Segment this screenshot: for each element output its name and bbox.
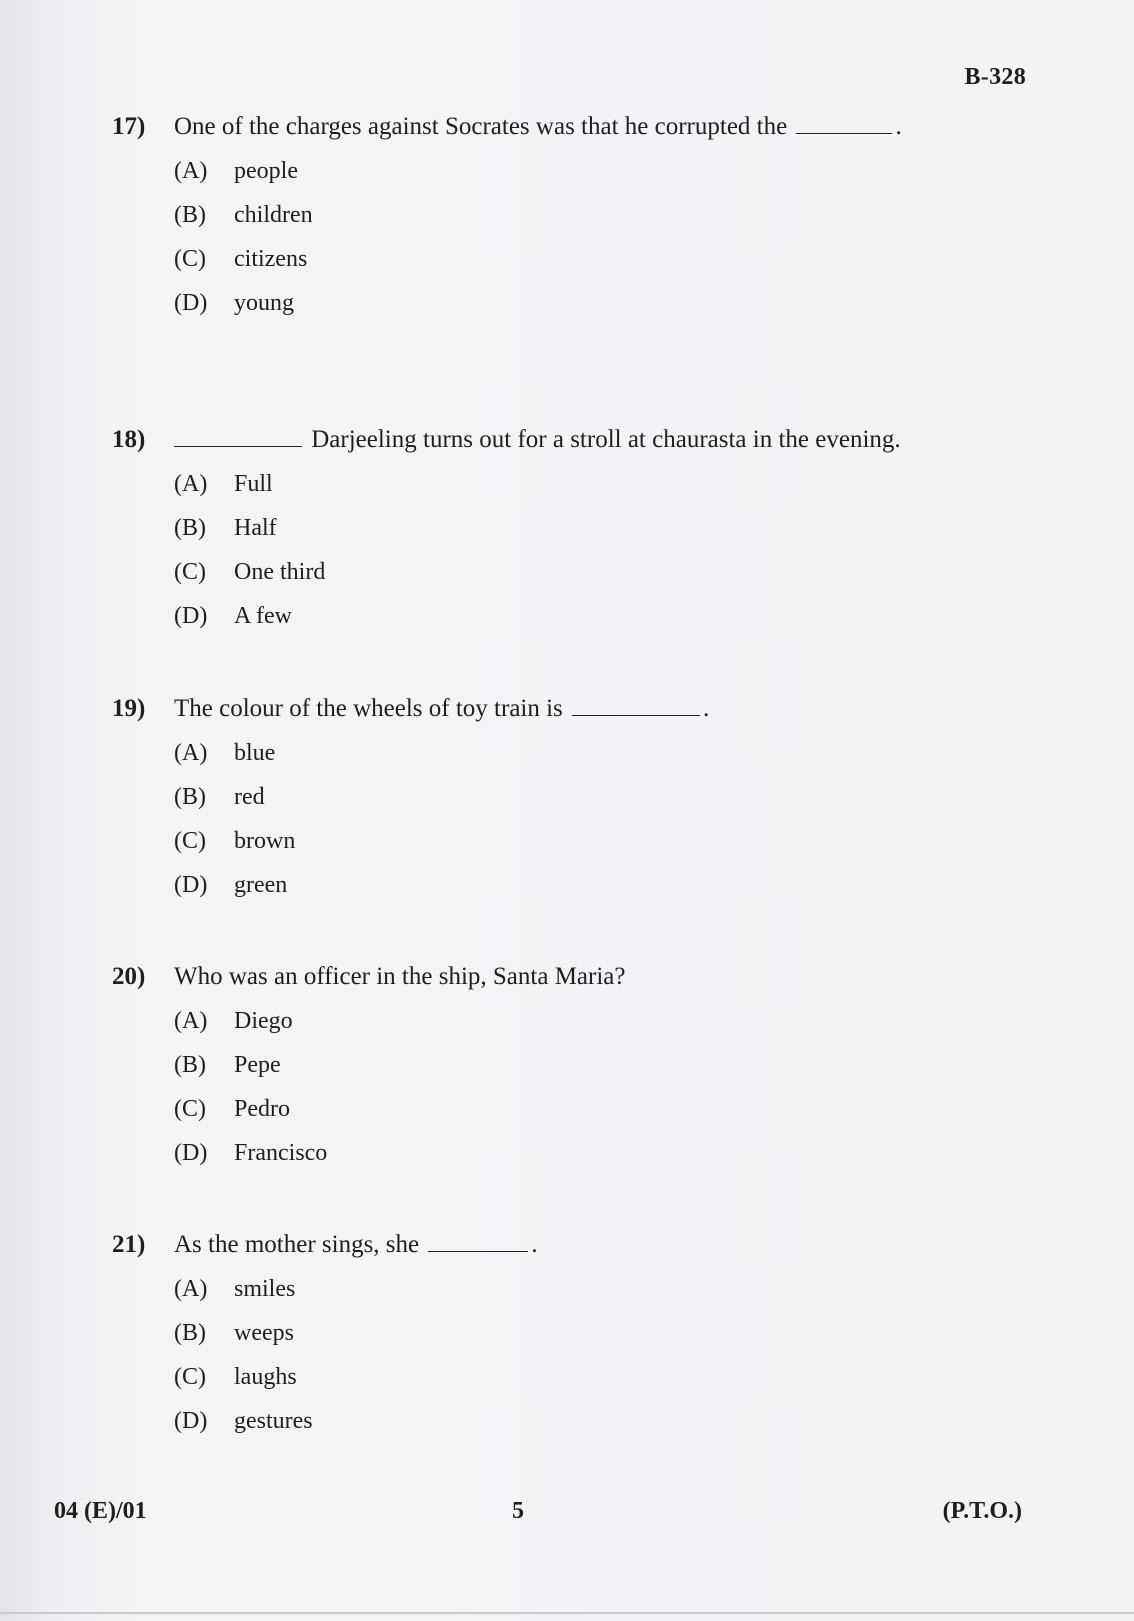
question-text [174, 692, 709, 726]
option-d [112, 599, 992, 633]
question-text-before: One of the charges against Socrates was that he corrupted the [174, 113, 788, 140]
option-a [112, 1004, 992, 1038]
question-20 [112, 960, 992, 1170]
question-text-before: Who was an officer in the ship, Santa Maria? [174, 963, 626, 990]
option-text: Francisco [234, 1140, 328, 1166]
question-text-before: The colour of the wheels of toy train is [174, 695, 563, 722]
question-number: 17) [112, 113, 146, 140]
option-b [112, 1048, 992, 1082]
option-text: weeps [234, 1320, 294, 1346]
page-edge-divider [0, 1612, 1134, 1614]
please-turn-over: (P.T.O.) [942, 1498, 1022, 1524]
option-letter: (B) [174, 515, 206, 541]
option-text: red [234, 784, 265, 810]
option-c [112, 555, 992, 589]
option-b [112, 780, 992, 814]
question-number: 19) [112, 695, 146, 722]
option-text: Full [234, 471, 273, 497]
question-18 [112, 423, 992, 633]
question-text-after: . [703, 695, 710, 722]
answer-blank [796, 111, 892, 134]
question-19 [112, 692, 992, 902]
question-number: 18) [112, 426, 146, 453]
option-a [112, 1272, 992, 1306]
question-text [174, 423, 901, 457]
option-letter: (D) [174, 603, 208, 629]
question-number: 21) [112, 1231, 146, 1258]
question-text-after: . [531, 1231, 538, 1258]
option-a [112, 736, 992, 770]
question-number: 20) [112, 963, 146, 990]
option-text: young [234, 290, 294, 316]
option-letter: (A) [174, 158, 208, 184]
option-text: A few [234, 603, 292, 629]
question-17 [112, 110, 992, 320]
question-stem [112, 960, 992, 994]
option-text: One third [234, 559, 326, 585]
question-text-after: . [895, 113, 902, 140]
option-letter: (D) [174, 872, 208, 898]
option-letter: (C) [174, 559, 206, 585]
option-text: brown [234, 828, 296, 854]
answer-blank [174, 424, 302, 447]
option-letter: (A) [174, 1008, 208, 1034]
option-c [112, 242, 992, 276]
option-b [112, 511, 992, 545]
option-letter: (C) [174, 828, 206, 854]
option-letter: (A) [174, 740, 208, 766]
option-c [112, 1360, 992, 1394]
option-text: children [234, 202, 313, 228]
option-d [112, 868, 992, 902]
page-number: 5 [512, 1498, 524, 1524]
option-letter: (D) [174, 1140, 208, 1166]
option-letter: (C) [174, 1364, 206, 1390]
option-letter: (A) [174, 1276, 208, 1302]
option-text: Pepe [234, 1052, 281, 1078]
option-text: green [234, 872, 288, 898]
option-text: Pedro [234, 1096, 290, 1122]
question-text [174, 110, 902, 144]
option-d [112, 286, 992, 320]
option-text: gestures [234, 1408, 313, 1434]
option-letter: (A) [174, 471, 208, 497]
paper-series-code: 04 (E)/01 [54, 1498, 147, 1524]
option-text: laughs [234, 1364, 297, 1390]
option-letter: (D) [174, 290, 208, 316]
option-letter: (B) [174, 202, 206, 228]
paper-code: B-328 [964, 64, 1026, 90]
answer-blank [572, 693, 700, 716]
option-text: citizens [234, 246, 308, 272]
question-stem [112, 692, 992, 726]
question-text [174, 1228, 538, 1262]
option-letter: (C) [174, 1096, 206, 1122]
answer-blank [428, 1229, 528, 1252]
option-letter: (B) [174, 1052, 206, 1078]
option-c [112, 1092, 992, 1126]
option-b [112, 198, 992, 232]
option-text: smiles [234, 1276, 296, 1302]
question-text [174, 960, 625, 994]
option-a [112, 467, 992, 501]
option-text: Half [234, 515, 277, 541]
question-stem [112, 110, 992, 144]
question-text-after: Darjeeling turns out for a stroll at chaurasta in the evening. [311, 426, 901, 453]
option-d [112, 1136, 992, 1170]
option-b [112, 1316, 992, 1350]
question-text-before: As the mother sings, she [174, 1231, 420, 1258]
option-letter: (B) [174, 1320, 206, 1346]
question-21 [112, 1228, 992, 1438]
option-letter: (B) [174, 784, 206, 810]
option-letter: (D) [174, 1408, 208, 1434]
option-c [112, 824, 992, 858]
question-stem [112, 423, 992, 457]
option-text: people [234, 158, 298, 184]
option-d [112, 1404, 992, 1438]
option-letter: (C) [174, 246, 206, 272]
question-stem [112, 1228, 992, 1262]
option-a [112, 154, 992, 188]
option-text: Diego [234, 1008, 293, 1034]
option-text: blue [234, 740, 276, 766]
